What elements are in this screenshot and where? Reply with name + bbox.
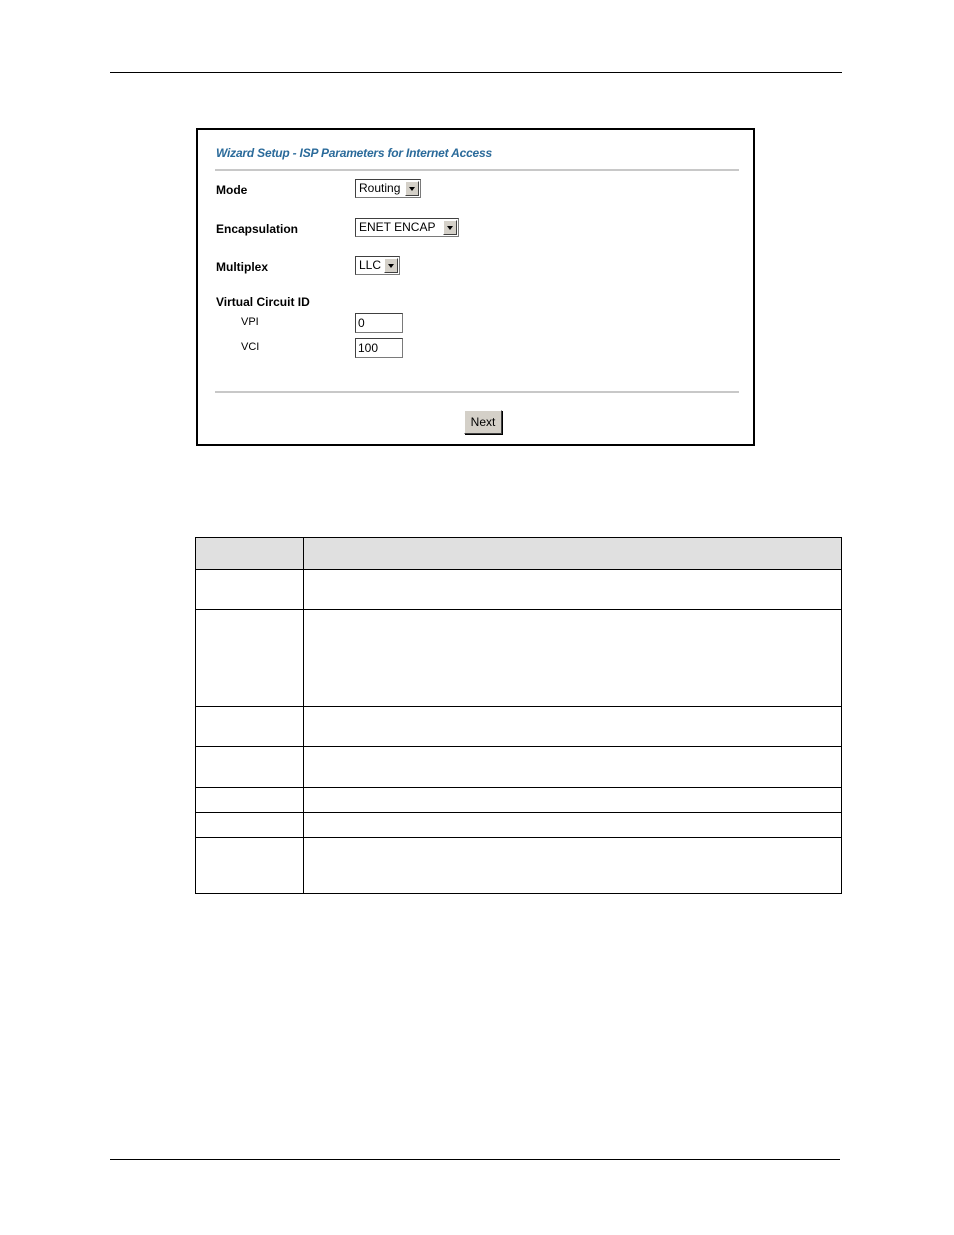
table-cell [196,838,304,894]
field-description-table [195,537,842,894]
table-cell [304,707,842,747]
encapsulation-select[interactable] [355,218,459,237]
table-row [196,707,842,747]
header-rule [110,72,842,73]
table-row [196,570,842,610]
table-header-row [196,538,842,570]
table-cell [196,813,304,838]
next-button[interactable]: Next [464,410,502,434]
table-cell [196,570,304,610]
wizard-screenshot-panel [196,128,755,446]
multiplex-select[interactable] [355,256,400,275]
multiplex-select-value: LLC [359,258,382,272]
mode-label: Mode [216,183,248,197]
chevron-down-icon[interactable] [384,258,398,273]
title-divider [215,169,739,171]
table-row [196,610,842,707]
multiplex-label: Multiplex [216,260,269,274]
table-cell [304,570,842,610]
table-cell [304,747,842,788]
table-cell [196,610,304,707]
footer-divider [215,391,739,393]
table-cell [304,610,842,707]
table-row [196,813,842,838]
wizard-title: Wizard Setup - ISP Parameters for Internet Access [216,146,492,160]
virtual-circuit-id-label: Virtual Circuit ID [216,295,310,309]
table-cell [196,788,304,813]
vpi-label: VPI [241,316,259,328]
table-cell [304,813,842,838]
encapsulation-select-value: ENET ENCAP [359,220,436,234]
mode-select[interactable] [355,179,421,198]
table-row [196,838,842,894]
vpi-input[interactable] [355,313,403,333]
table-row [196,747,842,788]
vci-label: VCI [241,341,260,353]
encapsulation-label: Encapsulation [216,222,299,236]
chevron-down-icon[interactable] [405,181,419,196]
table-header-cell [196,538,304,570]
table-cell [304,788,842,813]
table-cell [196,707,304,747]
vci-input[interactable] [355,338,403,358]
footer-rule [110,1159,840,1160]
table-cell [196,747,304,788]
table-cell [304,838,842,894]
table-row [196,788,842,813]
table-header-cell [304,538,842,570]
mode-select-value: Routing [359,181,401,195]
chevron-down-icon[interactable] [443,220,457,235]
